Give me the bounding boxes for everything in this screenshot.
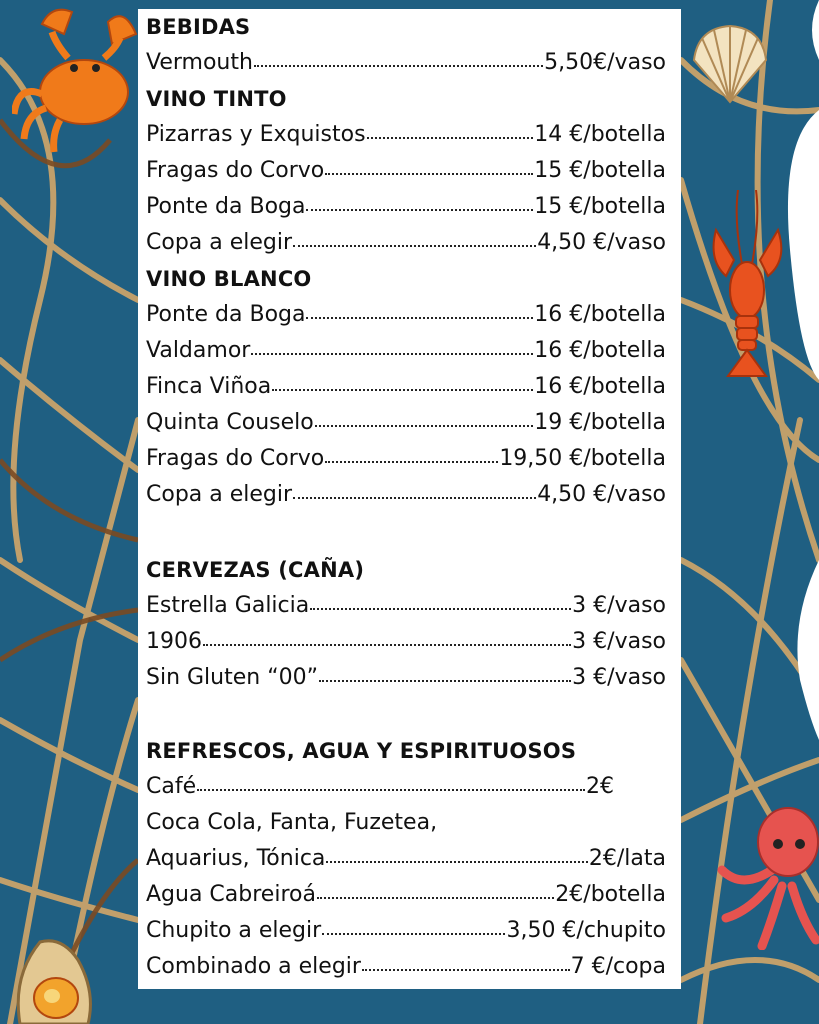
dot-leader	[310, 586, 571, 610]
item-price: 2€/lata	[588, 846, 666, 871]
item-name: Chupito a elegir	[146, 918, 322, 943]
item-name: Copa a elegir	[146, 230, 293, 255]
item-price: 3,50 €/chupito	[506, 918, 666, 943]
dot-leader	[293, 475, 536, 499]
item-price: 5,50€/vaso	[544, 50, 666, 75]
dot-leader	[362, 947, 570, 971]
menu-item	[146, 297, 666, 333]
item-name: Estrella Galicia	[146, 593, 310, 618]
dot-leader	[325, 439, 498, 463]
section-title-cervezas: CERVEZAS (CAÑA)	[146, 558, 365, 582]
item-price: 16 €/botella	[534, 374, 666, 399]
item-name: Pizarras y Exquistos	[146, 122, 366, 147]
item-price: 3 €/vaso	[572, 593, 666, 618]
menu-item	[146, 405, 666, 441]
item-price: 4,50 €/vaso	[537, 230, 666, 255]
menu-item	[146, 660, 666, 696]
item-price: 14 €/botella	[534, 122, 666, 147]
item-price: 2€	[586, 774, 614, 799]
item-price: 19,50 €/botella	[499, 446, 666, 471]
dot-leader	[306, 295, 533, 319]
crab-icon	[12, 4, 138, 154]
item-price: 7 €/copa	[570, 954, 666, 979]
item-name: Quinta Couselo	[146, 410, 314, 435]
item-name: Valdamor	[146, 338, 251, 363]
dot-leader	[251, 331, 533, 355]
item-name: Ponte da Boga	[146, 194, 306, 219]
menu-item	[146, 949, 666, 985]
dot-leader	[197, 767, 585, 791]
item-price: 19 €/botella	[534, 410, 666, 435]
item-price: 3 €/vaso	[572, 665, 666, 690]
scallop-shell-icon	[688, 24, 772, 104]
item-name: Finca Viñoa	[146, 374, 272, 399]
menu-item	[146, 477, 666, 513]
menu-item	[146, 153, 666, 189]
dot-leader	[315, 403, 534, 427]
dot-leader	[367, 115, 534, 139]
menu-item	[146, 588, 666, 624]
item-name: Aquarius, Tónica	[146, 846, 326, 871]
drinks-menu-card	[138, 9, 681, 989]
menu-item	[146, 117, 666, 153]
dot-leader	[322, 911, 505, 935]
menu-item	[146, 369, 666, 405]
menu-item	[146, 769, 666, 805]
section-title-refrescos: REFRESCOS, AGUA Y ESPIRITUOSOS	[146, 739, 577, 763]
dot-leader	[272, 367, 533, 391]
item-name: Copa a elegir	[146, 482, 293, 507]
dot-leader	[203, 622, 571, 646]
menu-item	[146, 189, 666, 225]
menu-item-line: Coca Cola, Fanta, Fuzetea,	[146, 810, 438, 835]
item-price: 15 €/botella	[534, 158, 666, 183]
octopus-icon	[712, 800, 819, 950]
item-name: Agua Cabreiroá	[146, 882, 316, 907]
item-name: Vermouth	[146, 50, 253, 75]
item-price: 16 €/botella	[534, 338, 666, 363]
item-name: Café	[146, 774, 197, 799]
menu-item	[146, 45, 666, 81]
dot-leader	[306, 187, 533, 211]
dot-leader	[319, 658, 571, 682]
menu-item	[146, 333, 666, 369]
dot-leader	[254, 43, 543, 67]
item-price: 3 €/vaso	[572, 629, 666, 654]
item-name: Fragas do Corvo	[146, 158, 325, 183]
item-price: 2€/botella	[555, 882, 666, 907]
menu-item	[146, 877, 666, 913]
menu-item	[146, 225, 666, 261]
section-title-vino-blanco: VINO BLANCO	[146, 267, 312, 291]
item-price: 16 €/botella	[534, 302, 666, 327]
menu-item	[146, 841, 666, 877]
item-name: Combinado a elegir	[146, 954, 361, 979]
item-price: 15 €/botella	[534, 194, 666, 219]
item-name: Sin Gluten “00”	[146, 665, 319, 690]
dot-leader	[293, 223, 536, 247]
dot-leader	[317, 875, 554, 899]
lobster-icon	[704, 190, 790, 382]
dot-leader	[325, 151, 533, 175]
section-title-bebidas: BEBIDAS	[146, 15, 251, 39]
dot-leader	[326, 839, 587, 863]
menu-item	[146, 624, 666, 660]
menu-item	[146, 441, 666, 477]
item-name: Fragas do Corvo	[146, 446, 325, 471]
item-name: Ponte da Boga	[146, 302, 306, 327]
item-price: 4,50 €/vaso	[537, 482, 666, 507]
section-title-vino-tinto: VINO TINTO	[146, 87, 287, 111]
menu-item	[146, 913, 666, 949]
oyster-icon	[12, 936, 92, 1024]
item-name: 1906	[146, 629, 202, 654]
